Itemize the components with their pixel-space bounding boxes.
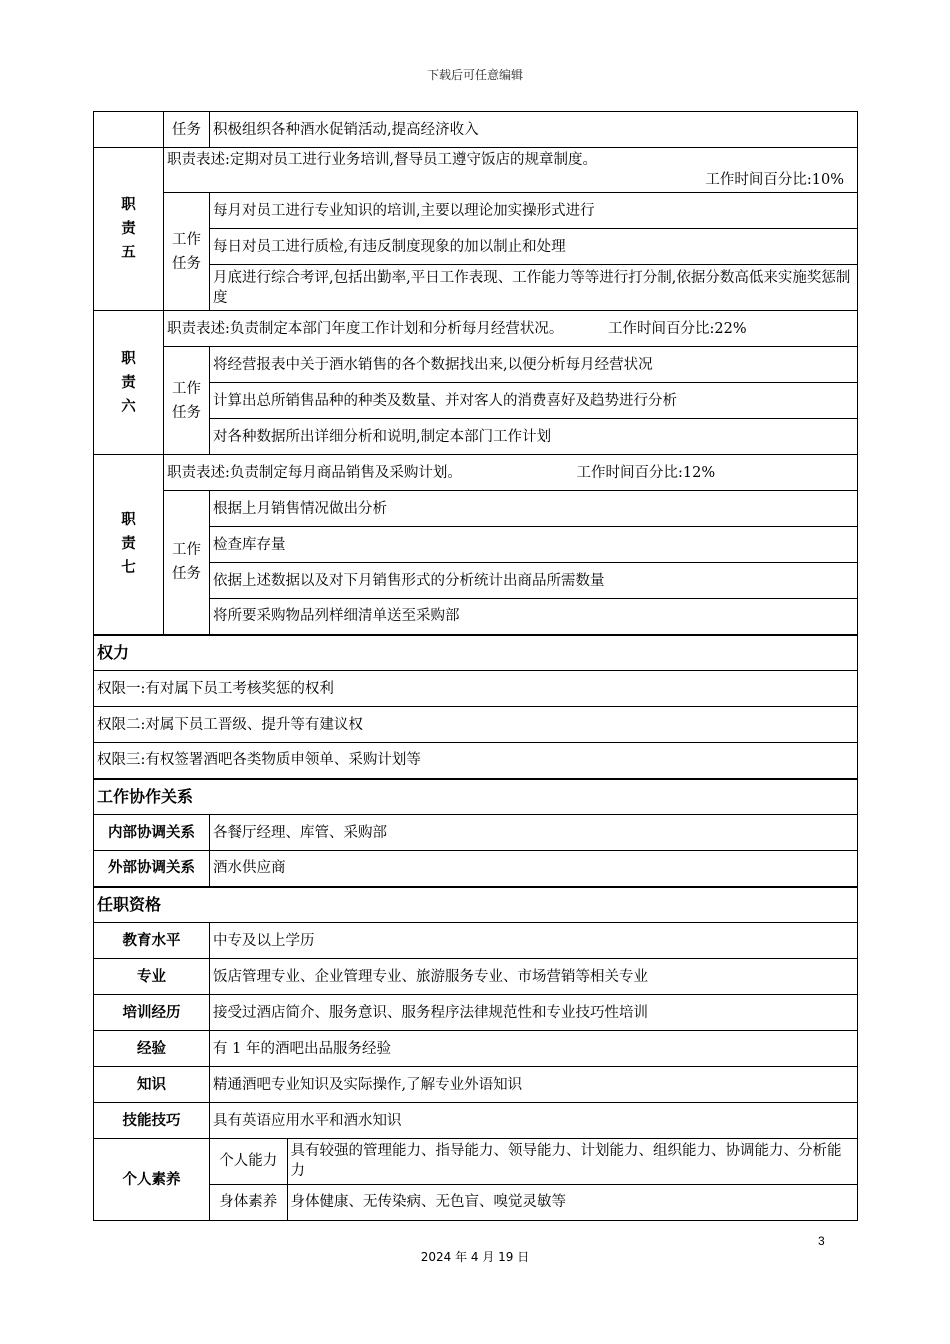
qualification-label: 专业 [94,959,210,995]
task-item: 每月对员工进行专业知识的培训,主要以理论加实操形式进行 [210,193,858,229]
cooperation-label: 外部协调关系 [94,851,210,887]
work-task-label: 工作 任务 [164,193,210,311]
qualification-value: 具有英语应用水平和酒水知识 [210,1103,858,1139]
personal-quality-cell [210,1139,858,1221]
authority-item: 权限一:有对属下员工考核奖惩的权利 [94,671,858,707]
task-item: 检查库存量 [210,527,858,563]
duty-name: 职 责 六 [94,311,164,455]
qualification-value: 饭店管理专业、企业管理专业、旅游服务专业、市场营销等相关专业 [210,959,858,995]
personal-sub-value: 身体健康、无传染病、无色盲、嗅觉灵敏等 [287,1184,857,1220]
duty-name: 职 责 七 [94,455,164,635]
qualification-value: 有 1 年的酒吧出品服务经验 [210,1031,858,1067]
time-percent: 工作时间百分比:22% [608,320,747,337]
duty-statement-cell [164,311,858,347]
personal-sub-label: 身体素养 [210,1184,287,1220]
task-item: 将经营报表中关于酒水销售的各个数据找出来,以便分析每月经营状况 [210,347,858,383]
duty-statement-cell [164,148,858,193]
task-item: 计算出总所销售品种的种类及数量、并对客人的消费喜好及趋势进行分析 [210,383,858,419]
footer-date: 2024 年 4 月 19 日 [420,1250,530,1264]
time-percent: 工作时间百分比:12% [576,464,716,481]
personal-quality-table [210,1139,857,1220]
work-task-label: 工作 任务 [164,491,210,635]
duty-statement: 职责表述:负责制定本部门年度工作计划和分析每月经营状况。 [167,320,564,337]
task-item: 月底进行综合考评,包括出勤率,平日工作表现、工作能力等等进行打分制,依据分数高低来实施奖惩制度 [210,265,858,311]
task-item: 对各种数据所出详细分析和说明,制定本部门工作计划 [210,419,858,455]
task-row [94,112,858,148]
cooperation-label: 内部协调关系 [94,815,210,851]
cooperation-value: 酒水供应商 [210,851,858,887]
page-header: 下载后可任意编辑 [426,68,523,82]
authority-item: 权限三:有权签署酒吧各类物质申领单、采购计划等 [94,743,858,779]
task-item: 每日对员工进行质检,有违反制度现象的加以制止和处理 [210,229,858,265]
duty-statement: 职责表述:定期对员工进行业务培训,督导员工遵守饭店的规章制度。 [167,152,597,168]
section-title-cooperation: 工作协作关系 [94,779,858,815]
qualification-label: 经验 [94,1031,210,1067]
work-task-label: 工作 任务 [164,347,210,455]
time-percent: 工作时间百分比:10% [705,172,845,188]
qualification-label: 知识 [94,1067,210,1103]
section-title-qualifications: 任职资格 [94,887,858,923]
qualification-label: 技能技巧 [94,1103,210,1139]
task-item: 将所要采购物品列样细清单送至采购部 [210,599,858,635]
qualification-value: 精通酒吧专业知识及实际操作,了解专业外语知识 [210,1067,858,1103]
duty-name: 职 责 五 [94,148,164,311]
qualification-value: 中专及以上学历 [210,923,858,959]
task-text: 积极组织各种酒水促销活动,提高经济收入 [210,112,858,148]
task-item: 根据上月销售情况做出分析 [210,491,858,527]
section-title-authority: 权力 [94,635,858,671]
qualification-value: 接受过酒店简介、服务意识、服务程序法律规范性和专业技巧性培训 [210,995,858,1031]
duty-statement: 职责表述:负责制定每月商品销售及采购计划。 [167,464,462,481]
task-item: 依据上述数据以及对下月销售形式的分析统计出商品所需数量 [210,563,858,599]
duty-statement-cell [164,455,858,491]
qualification-label: 教育水平 [94,923,210,959]
personal-quality-label: 个人素养 [94,1139,210,1221]
cooperation-value: 各餐厅经理、库管、采购部 [210,815,858,851]
task-label: 任务 [164,112,210,148]
empty-cell [94,112,164,148]
authority-item: 权限二:对属下员工晋级、提升等有建议权 [94,707,858,743]
qualification-label: 培训经历 [94,995,210,1031]
personal-sub-value: 具有较强的管理能力、指导能力、领导能力、计划能力、组织能力、协调能力、分析能力 [287,1139,857,1184]
personal-sub-label: 个人能力 [210,1139,287,1184]
page-number: 3 [818,1234,825,1248]
job-description-table [93,111,858,1221]
